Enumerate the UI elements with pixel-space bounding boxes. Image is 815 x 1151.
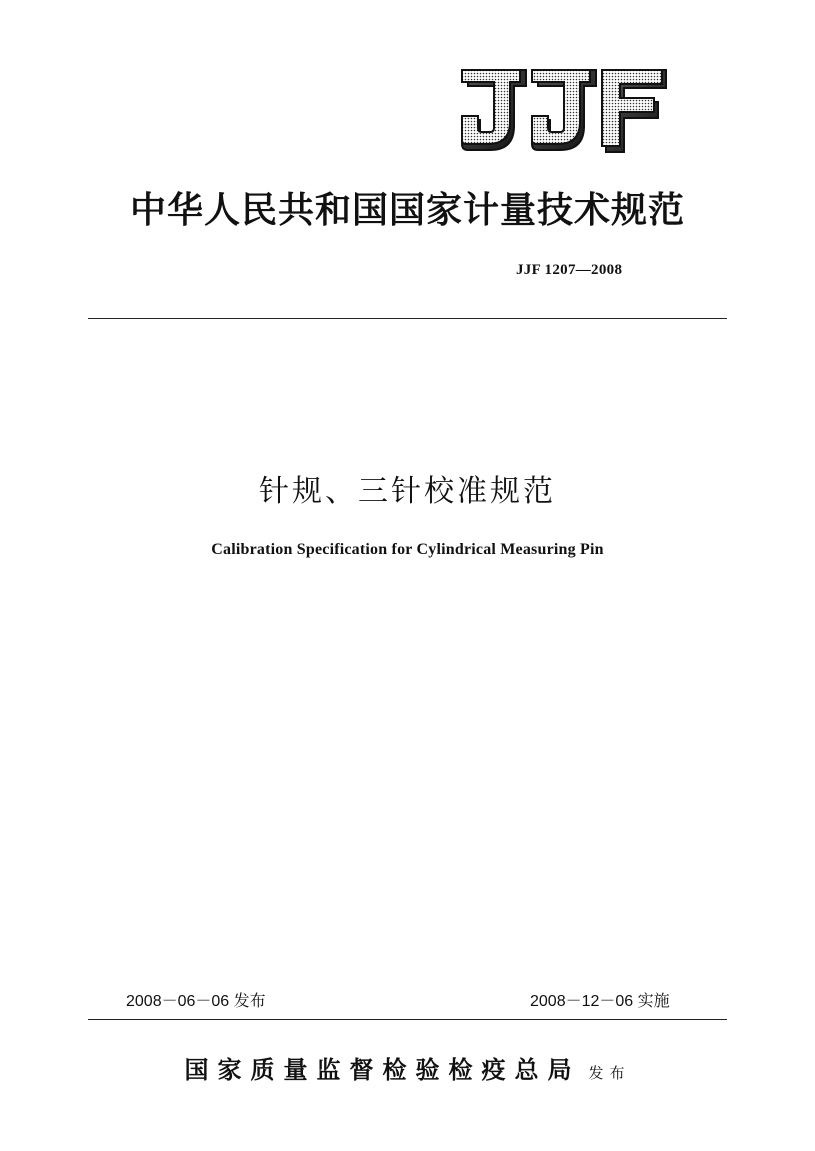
document-title-chinese: 针规、三针校准规范: [259, 474, 556, 509]
publisher-line: [0, 1050, 815, 1085]
standard-code: JJF 1207—2008: [516, 262, 623, 278]
publisher-name: 国家质量监督检验检疫总局: [184, 1055, 581, 1084]
publisher-suffix: 发布: [588, 1064, 631, 1082]
issue-date: 2008－06－06 发布: [126, 993, 266, 1010]
implementation-date: 2008－12－06 实施: [530, 993, 670, 1010]
issuing-authority-title: 中华人民共和国国家计量技术规范: [129, 189, 685, 231]
jjf-logo-icon: [458, 66, 670, 158]
bottom-divider: [88, 1019, 727, 1020]
document-title-english: Calibration Specification for Cylindrical Measuring Pin: [211, 541, 604, 558]
top-divider: [88, 318, 727, 319]
